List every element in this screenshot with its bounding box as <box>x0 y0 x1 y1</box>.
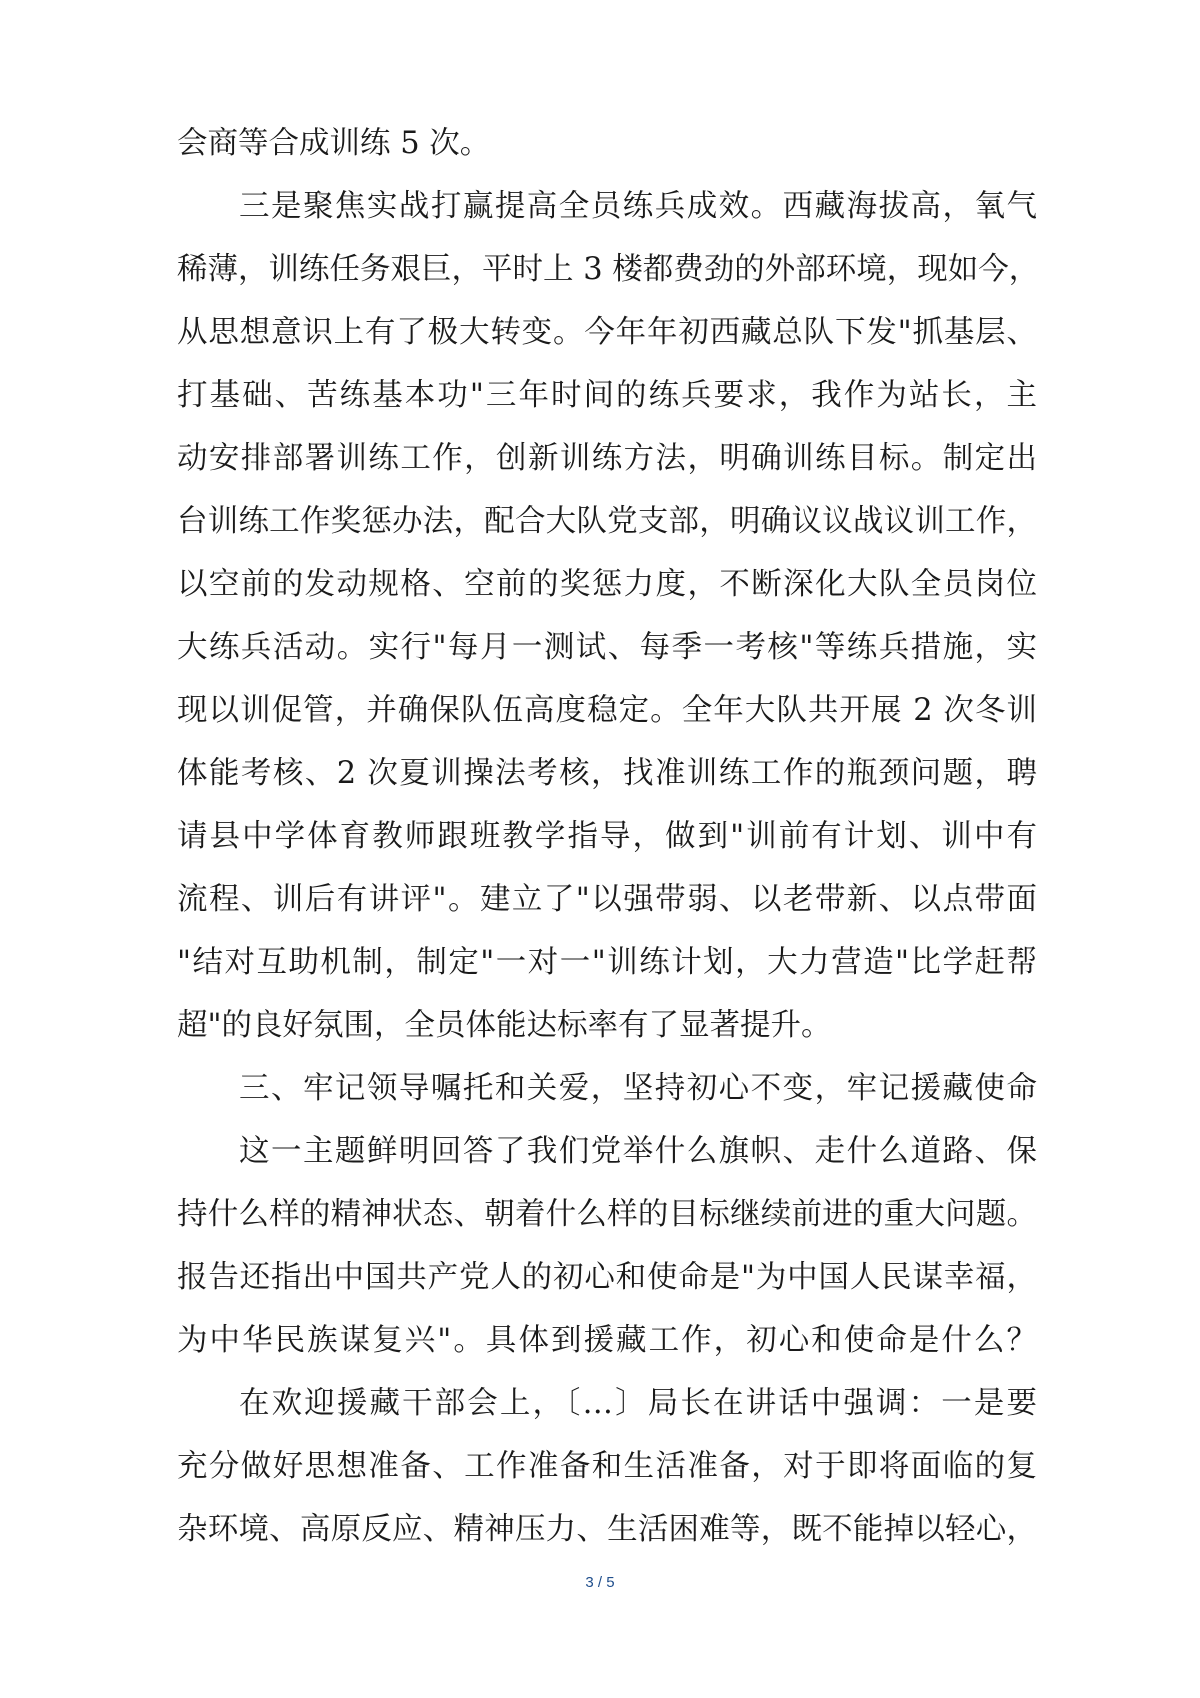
paragraph-line: 超"的良好氛围，全员体能达标率有了显著提升。 <box>177 1008 832 1043</box>
paragraph-line: 杂环境、高原反应、精神压力、生活困难等，既不能掉以轻心， <box>177 1512 1037 1547</box>
page-number: 3 / 5 <box>585 1574 615 1591</box>
section-heading: 三、牢记领导嘱托和关爱，坚持初心不变，牢记援藏使命 <box>239 1071 1037 1106</box>
paragraph-line: 这一主题鲜明回答了我们党举什么旗帜、走什么道路、保 <box>239 1134 1037 1169</box>
paragraph-line: 流程、训后有讲评"。建立了"以强带弱、以老带新、以点带面 <box>177 882 1037 917</box>
paragraph-line: 会商等合成训练 5 次。 <box>177 126 491 161</box>
paragraph-line: 现以训促管，并确保队伍高度稳定。全年大队共开展 2 次冬训 <box>177 693 1037 728</box>
paragraph-line: 请县中学体育教师跟班教学指导，做到"训前有计划、训中有 <box>177 819 1037 854</box>
paragraph-line: 报告还指出中国共产党人的初心和使命是"为中国人民谋幸福， <box>177 1260 1037 1295</box>
paragraph-line: 打基础、苦练基本功"三年时间的练兵要求，我作为站长，主 <box>177 378 1037 413</box>
paragraph-line: "结对互助机制，制定"一对一"训练计划，大力营造"比学赶帮 <box>177 945 1037 980</box>
document-body <box>177 112 1040 1561</box>
paragraph-line: 体能考核、2 次夏训操法考核，找准训练工作的瓶颈问题，聘 <box>177 756 1037 791</box>
paragraph-line: 以空前的发动规格、空前的奖惩力度，不断深化大队全员岗位 <box>177 567 1037 602</box>
paragraph-line: 动安排部署训练工作，创新训练方法，明确训练目标。制定出 <box>177 441 1037 476</box>
paragraph-line: 三是聚焦实战打赢提高全员练兵成效。西藏海拔高，氧气 <box>239 189 1037 224</box>
paragraph-line: 稀薄，训练任务艰巨，平时上 3 楼都费劲的外部环境，现如今， <box>177 252 1040 287</box>
paragraph-line: 持什么样的精神状态、朝着什么样的目标继续前进的重大问题。 <box>177 1197 1037 1232</box>
paragraph-line: 大练兵活动。实行"每月一测试、每季一考核"等练兵措施，实 <box>177 630 1037 665</box>
paragraph-line: 从思想意识上有了极大转变。今年年初西藏总队下发"抓基层、 <box>177 315 1037 350</box>
paragraph-line: 为中华民族谋复兴"。具体到援藏工作，初心和使命是什么？ <box>177 1323 1037 1358</box>
paragraph-line: 充分做好思想准备、工作准备和生活准备，对于即将面临的复 <box>177 1449 1037 1484</box>
paragraph-line: 在欢迎援藏干部会上，〔…〕局长在讲话中强调：一是要 <box>239 1386 1037 1421</box>
paragraph-line: 台训练工作奖惩办法，配合大队党支部，明确议议战议训工作， <box>177 504 1037 539</box>
